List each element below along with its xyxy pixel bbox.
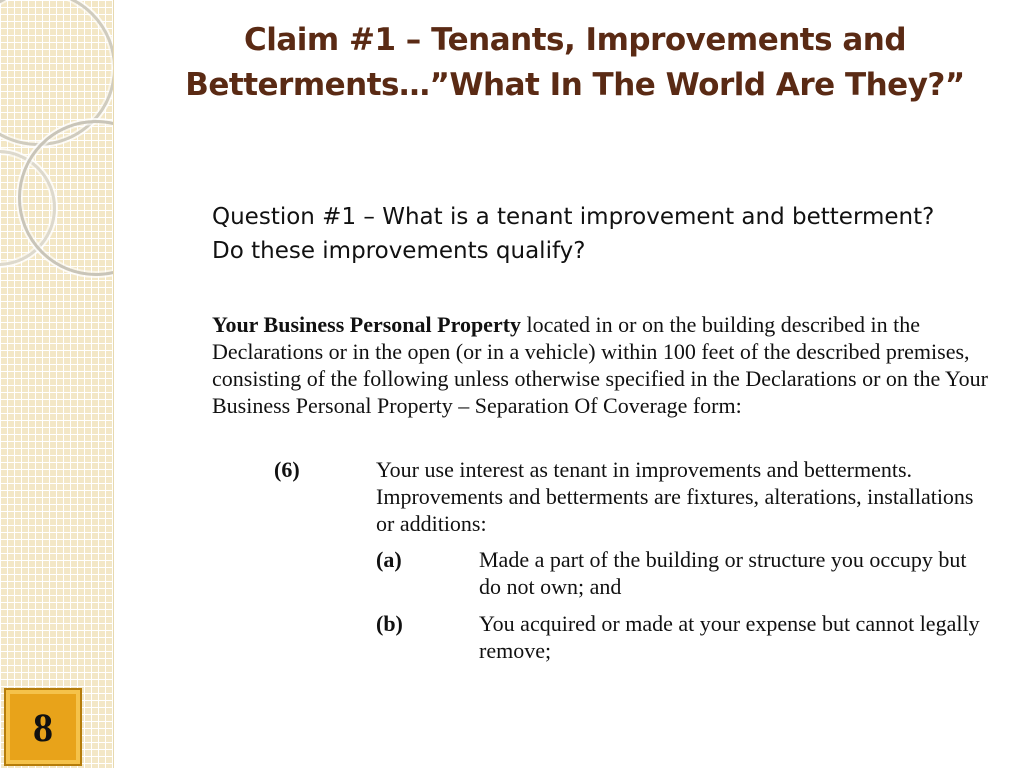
item-label: (6) xyxy=(274,457,300,482)
item-text: Made a part of the building or structure you occupy but do not own; and xyxy=(479,547,967,599)
item-label: (b) xyxy=(376,611,403,636)
item-label-close: ) xyxy=(394,547,402,572)
decorative-sidebar xyxy=(0,0,114,768)
item-label-open: ( xyxy=(376,547,384,572)
slide-number-badge xyxy=(4,688,82,766)
item-label-letter: a xyxy=(383,547,395,572)
policy-paragraph xyxy=(212,311,992,419)
item-text: Your use interest as tenant in improvements and betterments. Improvements and betterments are fixtures, alterations, installations or additions: xyxy=(376,457,974,536)
bold-lead: Your Business Personal Property xyxy=(212,312,522,337)
slide-number: 8 xyxy=(33,704,53,750)
paragraph-rest: located in or on the building described in the Declarations or in the open (or in a vehicle) within 100 feet of the described premises, consisting of the following unless otherwise specified in the Declarations or on the Your Business Personal Property – Separation Of Coverage form: xyxy=(212,312,988,418)
item-text: You acquired or made at your expense but cannot legally remove; xyxy=(479,611,980,663)
item-label xyxy=(376,546,402,573)
question-text: Question #1 – What is a tenant improvement and betterment? Do these improvements qualify? xyxy=(212,204,935,264)
slide-title: Claim #1 – Tenants, Improvements and Betterments…”What In The World Are They?” xyxy=(185,22,965,103)
